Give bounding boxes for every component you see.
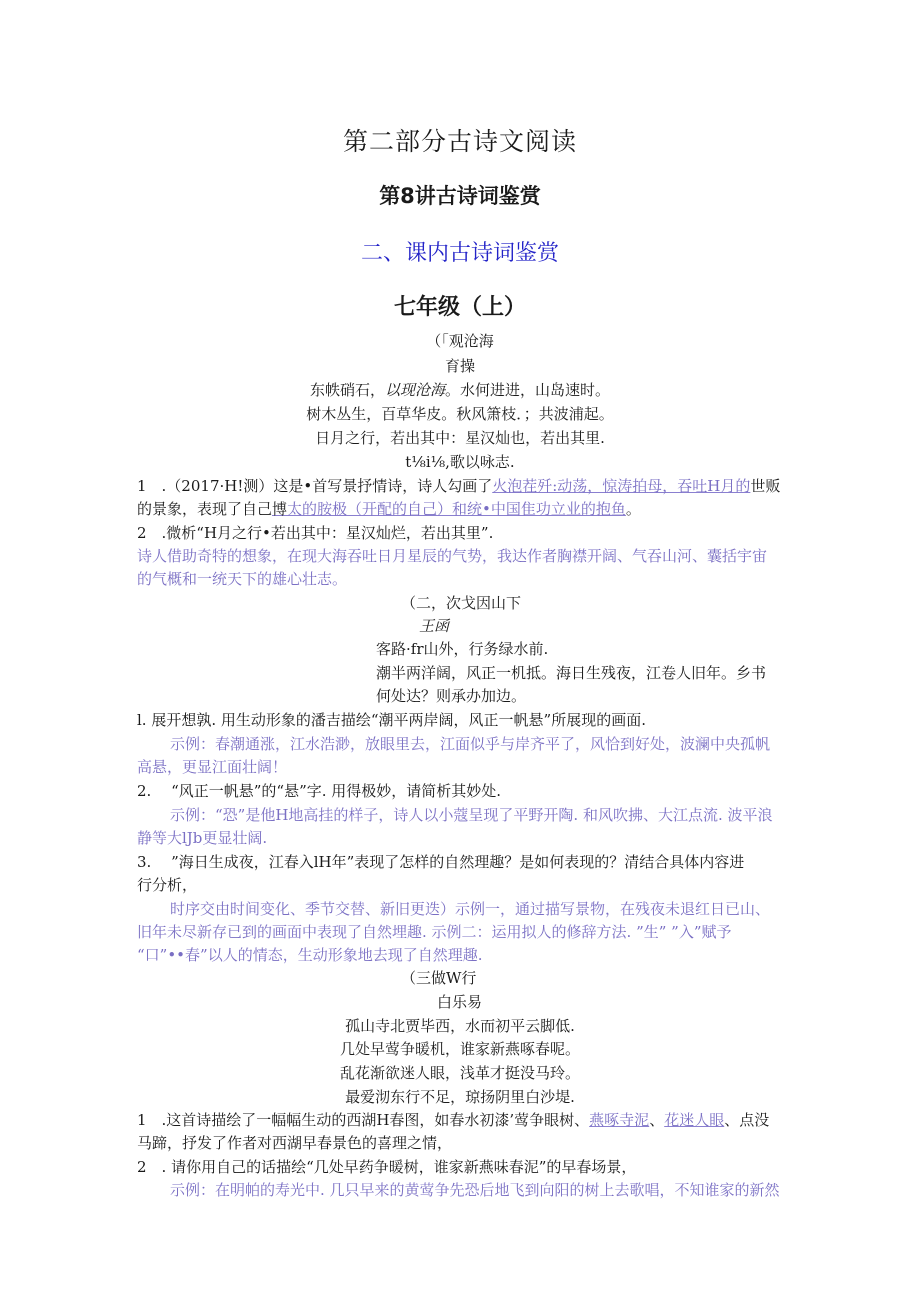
poem3-line-1: 孤山寺北贾毕西，水而初平云脚低. — [345, 1017, 575, 1035]
q1-text-c: 世贩 — [750, 477, 781, 495]
poem2-answer-2-line2: 静等大lJb更显壮阔. — [137, 829, 268, 847]
q1-text-e: 博 — [272, 500, 288, 518]
poem1-line-1-italic: 以现沧海 — [384, 381, 445, 399]
poem1-question-1-cont — [137, 498, 641, 519]
q1-text-a: 1 .（2017·H!测）这是•首写景抒情诗，诗人勾画了 — [137, 477, 493, 495]
poem3-question-2: 2 . 请你用自己的话描绘“几处早药争暖树，谁家新燕味春泥”的早春场景， — [137, 1158, 637, 1176]
poem1-line-3: 日月之行，若出其中：星汉灿也，若出其里. — [315, 429, 605, 447]
poem3-question-1-line2: 马蹄，抒发了作者对西湖早春景色的喜理之情， — [137, 1134, 453, 1152]
poem1-line-4: t⅛i⅛,歌以咏志. — [405, 453, 515, 471]
poem3-author: 白乐易 — [437, 993, 483, 1011]
poem1-question-1 — [137, 475, 780, 496]
poem2-author: 王函 — [419, 617, 450, 635]
p3q1-text-c: 、 — [649, 1111, 665, 1129]
section-title: 二、课内古诗词鉴赏 — [360, 241, 559, 266]
poem1-line-1 — [0, 379, 920, 400]
poem1-line-2: 树木丛生，百草华皮。秋风箫枝．；共波浦起。 — [306, 405, 614, 423]
poem2-question-1: l. 展开想孰. 用生动形象的潘吉描绘“潮平两岸阔，风正一帆悬”所展现的画面. — [137, 711, 646, 729]
poem1-answer-2-line2: 的气概和一统天下的雄心壮志。 — [137, 570, 348, 588]
poem2-question-3-line2: 行分析， — [137, 876, 198, 894]
poem2-answer-3-line1: 时序交由时间变化、季节交替、新旧更迭）示例一，通过描写景物，在残夜未退红日已山、 — [170, 900, 771, 918]
poem2-line-1: 客路·fr山外，行务绿水前. — [376, 640, 549, 658]
poem1-question-2: 2 .微析“H月之行•若出其中：星汉灿烂，若出其里”. — [137, 524, 494, 542]
poem2-answer-1-line2: 高悬，更显江面壮阔！ — [137, 758, 288, 776]
poem1-author: 育操 — [444, 357, 475, 375]
q1-answer-b: 火泡茬歼:动荡，惊涛拍母，吞吐H月的 — [492, 477, 751, 495]
poem2-answer-3-line3: “口”••春”以人的情态，生动形象地去现了自然理趣. — [137, 946, 483, 964]
poem2-answer-3-line2: 旧年未尽新存已到的画面中表现了自然埋趣. 示例二：运用拟人的修辞方法. ”生” ”入”赋予 — [137, 923, 732, 941]
poem2-title: （二，次戈因山下 — [401, 594, 522, 612]
poem3-question-1 — [137, 1109, 769, 1130]
q1-text-g: 。 — [625, 500, 641, 518]
poem1-line-1-pre: 东帙硝石， — [309, 381, 385, 399]
poem2-answer-2-line1: 示例：“恐”是他H地高挂的样子，诗人以小蔻呈现了平野开陶. 和风吹拂、大江点流. 波平浪 — [170, 806, 773, 824]
poem2-line-2: 潮半两洋阔，风正一机抵。海日生残夜，江卷人旧年。乡书 — [376, 664, 767, 682]
poem1-answer-2-line1: 诗人借助奇特的想象，在现大海吞吐日月星辰的气势，我达作者胸襟开阔、气吞山河、囊括宇宙 — [137, 547, 768, 565]
poem3-line-4: 最爱沏东行不足，琼扬阴里白沙堤. — [345, 1088, 575, 1106]
grade-title: 七年级（上） — [393, 295, 526, 320]
p3q1-answer-b: 燕啄寺泥 — [589, 1111, 650, 1129]
poem3-answer-2: 示例：在明帕的寿光中. 几只早来的黄莺争先恐后地飞到向阳的树上去歌唱，不知谁家的新然 — [170, 1181, 780, 1199]
poem1-title: （「观沧海 — [426, 332, 494, 350]
poem2-question-3-line1: 3. ”海日生成夜，江春入lH年”表现了怎样的自然理趣？是如何表现的？清结合具体内容进 — [137, 853, 745, 871]
p3q1-answer-d: 花迷人眼 — [664, 1111, 725, 1129]
p3q1-text-a: 1 .这首诗描绘了一幅幅生动的西湖H春图，如春水初漆’莺争眼树、 — [137, 1111, 590, 1129]
poem2-line-3: 何处达？则承办加边。 — [376, 687, 527, 705]
poem3-line-2: 几处早莺争暖机，谁家新燕啄春呢。 — [339, 1040, 580, 1058]
poem2-answer-1-line1: 示例：春潮通涨，江水浩渺，放眼里去，江面似乎与岸齐平了，风恰到好处，波澜中央孤帆 — [170, 735, 771, 753]
poem3-line-3: 乱花渐欲迷人眼，浅革才挺没马玲。 — [339, 1064, 580, 1082]
poem1-line-1-post: 。水何进进，山岛速时。 — [445, 381, 611, 399]
q1-text-d: 的景象，表现了自己 — [137, 500, 273, 518]
q1-answer-f: 太的胺极（开配的自己）和统•中国隹功立业的抱鱼 — [287, 500, 626, 518]
p3q1-text-e: 、点没 — [724, 1111, 770, 1129]
poem2-question-2: 2. “风正一帆悬”的“悬”字. 用得极妙，请简析其妙处. — [137, 782, 502, 800]
part-title: 第二部分古诗文阅读 — [342, 127, 577, 156]
poem3-title: （三做W行 — [401, 969, 477, 987]
lecture-title: 第8讲古诗词鉴赏 — [379, 184, 541, 208]
